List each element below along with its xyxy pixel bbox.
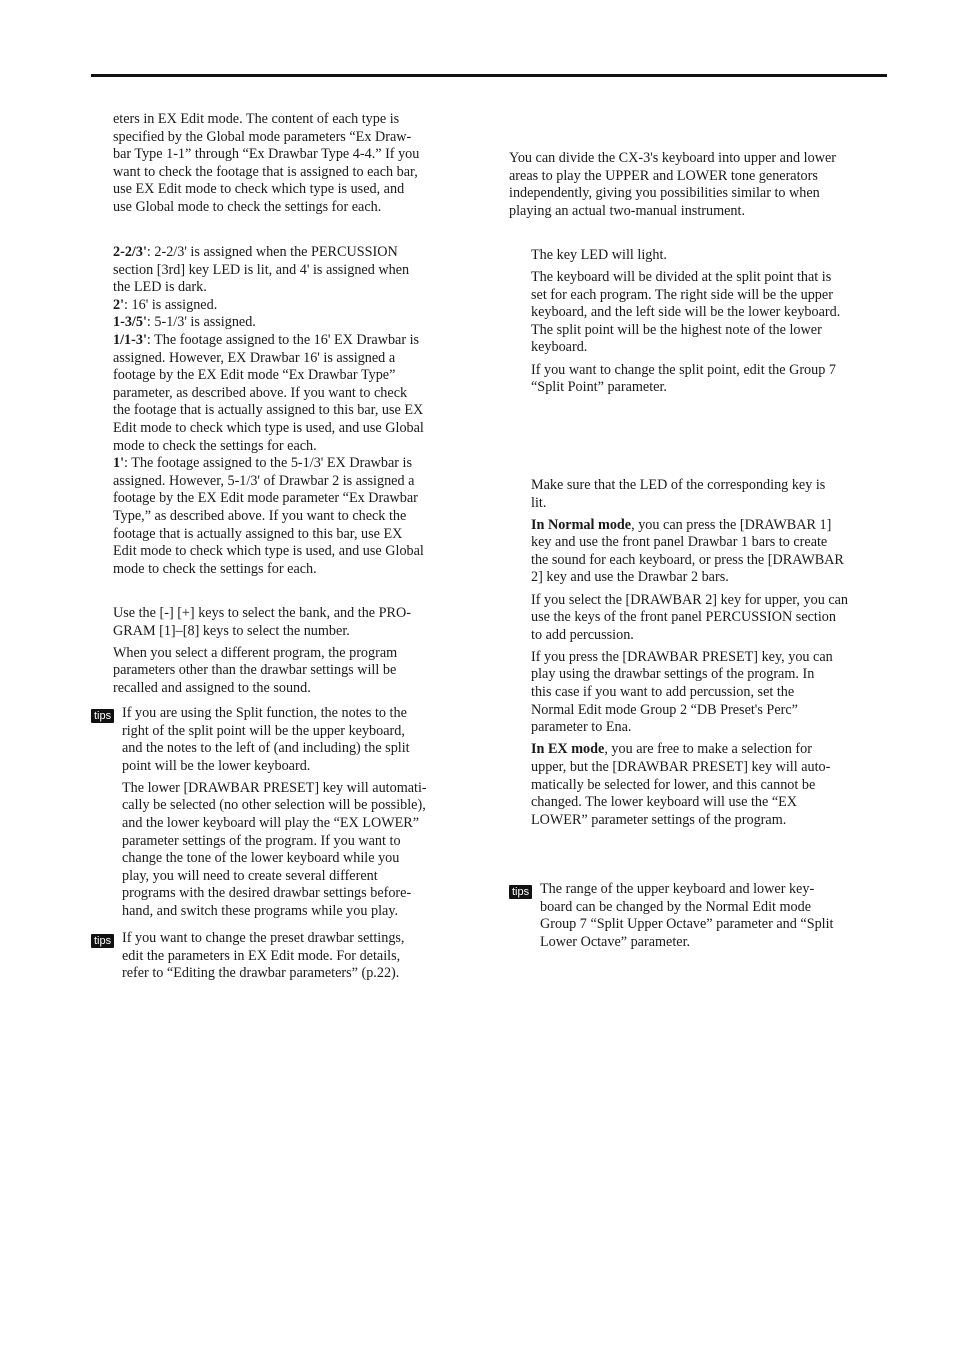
mode-label: In Normal mode <box>531 516 632 533</box>
footage-label: 1/1-3' <box>113 331 147 348</box>
mode-text: , you can press the [DRAWBAR 1] <box>631 516 832 533</box>
text-line: When you select a different program, the program <box>113 644 398 661</box>
text-line: You can divide the CX-3's keyboard into upper and lower <box>509 150 836 166</box>
text-line: the footage that is actually assigned to this bar, use EX <box>113 402 424 419</box>
text-line: board can be changed by the Normal Edit mode <box>540 898 812 915</box>
text-line: set for each program. The right side will be the upper <box>531 286 833 303</box>
text-line: 2] key and use the Drawbar 2 bars. <box>531 569 729 586</box>
text-line: The range of the upper keyboard and lower key- <box>540 881 815 897</box>
text-line: want to check the footage that is assigned to each bar, <box>113 163 418 180</box>
text-line: lit. <box>531 494 547 511</box>
text-line: Edit mode to check which type is used, and use Global <box>113 543 424 560</box>
mode-label: In EX mode <box>531 741 605 758</box>
text-line: parameter to Ena. <box>531 719 632 736</box>
footage-text: : The footage assigned to the 16' EX Drawbar is <box>146 331 420 348</box>
text-line: Normal Edit mode Group 2 “DB Preset's Perc” <box>531 701 798 718</box>
footage-item <box>113 314 424 332</box>
text-line: If you select the [DRAWBAR 2] key for upper, you can <box>531 591 849 608</box>
mode-text: , you are free to make a selection for <box>604 741 812 758</box>
text-line: matically be selected for lower, and this cannot be <box>531 776 816 793</box>
text-line: and the lower keyboard will play the “EX LOWER” <box>122 815 420 832</box>
text-line: footage that is actually assigned to this bar, use EX <box>113 525 403 542</box>
footage-list <box>113 244 424 578</box>
split-tip <box>122 705 427 921</box>
text-line: use the keys of the front panel PERCUSSION section <box>531 609 836 626</box>
text-line: Make sure that the LED of the corresponding key is <box>531 477 826 493</box>
text-line: LOWER” parameter settings of the program. <box>531 811 787 828</box>
text-line: programs with the desired drawbar settings before- <box>122 885 412 902</box>
footage-label: 2-2/3' <box>113 244 147 260</box>
text-line: the sound for each keyboard, or press the [DRAWBAR <box>531 551 844 568</box>
text-line: point will be the lower keyboard. <box>122 757 311 774</box>
tips-icon: tips <box>91 709 114 723</box>
footage-label: 1' <box>113 455 125 472</box>
text-line: GRAM [1]–[8] keys to select the number. <box>113 622 350 639</box>
text-line: bar Type 1-1” through “Ex Drawbar Type 4-4.” If you <box>113 146 420 163</box>
text-line: Use the [-] [+] keys to select the bank, and the PRO- <box>113 605 411 621</box>
tips-icon: tips <box>91 934 114 948</box>
text-line: footage by the EX Edit mode “Ex Drawbar Type” <box>113 367 396 384</box>
text-line: footage by the EX Edit mode parameter “Ex Drawbar <box>113 490 418 507</box>
text-line: refer to “Editing the drawbar parameters” (p.22). <box>122 965 400 982</box>
text-line: keyboard, and the left side will be the lower keyboard. <box>531 304 841 321</box>
text-line: eters in EX Edit mode. The content of each type is <box>113 111 400 127</box>
text-line: specified by the Global mode parameters “Ex Draw- <box>113 128 412 145</box>
normal-mode-item <box>531 517 848 535</box>
text-line: play, you will need to create several different <box>122 867 378 884</box>
text-line: “Split Point” parameter. <box>531 379 667 396</box>
footage-text: : 5-1/3' is assigned. <box>146 314 256 331</box>
split-intro <box>509 150 836 220</box>
text-line: The split point will be the highest note of the lower <box>531 321 822 338</box>
text-line: cally be selected (no other selection will be possible), <box>122 797 426 814</box>
footage-text: : 16' is assigned. <box>124 296 218 313</box>
split-step-2 <box>531 477 848 829</box>
text-line: assigned. However, 5-1/3' of Drawbar 2 is assigned a <box>113 472 415 489</box>
ex-mode-item <box>531 741 848 759</box>
text-line: parameter, as described above. If you want to check <box>113 384 408 401</box>
text-line: areas to play the UPPER and LOWER tone generators <box>509 167 818 184</box>
text-line: change the tone of the lower keyboard while you <box>122 850 400 867</box>
footage-text: : The footage assigned to the 5-1/3' EX Drawbar is <box>124 455 412 472</box>
text-line: parameter settings of the program. If you want to <box>122 832 401 849</box>
text-line: If you want to change the split point, edit the Group 7 <box>531 361 836 378</box>
text-line: hand, and switch these programs while you play. <box>122 903 399 920</box>
text-line: The lower [DRAWBAR PRESET] key will automati- <box>122 779 427 796</box>
tips-icon: tips <box>509 885 532 899</box>
text-line: the LED is dark. <box>113 279 207 296</box>
text-line: play using the drawbar settings of the program. In <box>531 666 815 683</box>
text-line: recalled and assigned to the sound. <box>113 679 311 696</box>
footage-item <box>113 297 424 315</box>
text-line: use EX Edit mode to check which type is used, and <box>113 181 405 198</box>
text-line: and the notes to the left of (and including) the split <box>122 740 410 757</box>
text-line: this case if you want to add percussion, set the <box>531 684 795 701</box>
text-line: The keyboard will be divided at the split point that is <box>531 269 832 286</box>
text-line: key and use the front panel Drawbar 1 bars to create <box>531 534 828 551</box>
text-line: upper, but the [DRAWBAR PRESET] key will auto- <box>531 758 831 775</box>
footage-text: : 2-2/3' is assigned when the PERCUSSION <box>146 244 398 260</box>
footage-item <box>113 244 424 262</box>
text-line: right of the split point will be the upper keyboard, <box>122 722 405 739</box>
text-line: assigned. However, EX Drawbar 16' is assigned a <box>113 349 396 366</box>
octave-tip <box>540 881 834 951</box>
text-line: Edit mode to check which type is used, and use Global <box>113 419 424 436</box>
text-line: If you want to change the preset drawbar settings, <box>122 930 405 946</box>
ex-edit-intro <box>113 111 419 217</box>
text-line: If you are using the Split function, the notes to the <box>122 705 407 721</box>
text-line: edit the parameters in EX Edit mode. For details, <box>122 947 401 964</box>
footage-label: 1-3/5' <box>113 314 147 331</box>
footage-label: 2' <box>113 296 125 313</box>
text-line: parameters other than the drawbar settings will be <box>113 662 397 679</box>
text-line: Group 7 “Split Upper Octave” parameter and “Split <box>540 916 834 933</box>
text-line: The key LED will light. <box>531 247 667 263</box>
text-line: to add percussion. <box>531 626 634 643</box>
text-line: mode to check the settings for each. <box>113 437 317 454</box>
preset-tip <box>122 930 404 983</box>
text-line: independently, giving you possibilities similar to when <box>509 185 820 202</box>
split-step-1 <box>531 247 840 397</box>
program-select-text <box>113 605 411 697</box>
header-rule <box>91 74 887 77</box>
text-line: Lower Octave” parameter. <box>540 933 691 950</box>
text-line: If you press the [DRAWBAR PRESET] key, you can <box>531 648 833 665</box>
text-line: keyboard. <box>531 339 588 356</box>
footage-item <box>113 332 424 350</box>
text-line: Type,” as described above. If you want to check the <box>113 507 407 524</box>
text-line: playing an actual two-manual instrument. <box>509 202 745 219</box>
text-line: mode to check the settings for each. <box>113 560 317 577</box>
text-line: changed. The lower keyboard will use the “EX <box>531 794 798 811</box>
footage-item <box>113 455 424 473</box>
text-line: section [3rd] key LED is lit, and 4' is assigned when <box>113 261 410 278</box>
text-line: use Global mode to check the settings for each. <box>113 198 382 215</box>
